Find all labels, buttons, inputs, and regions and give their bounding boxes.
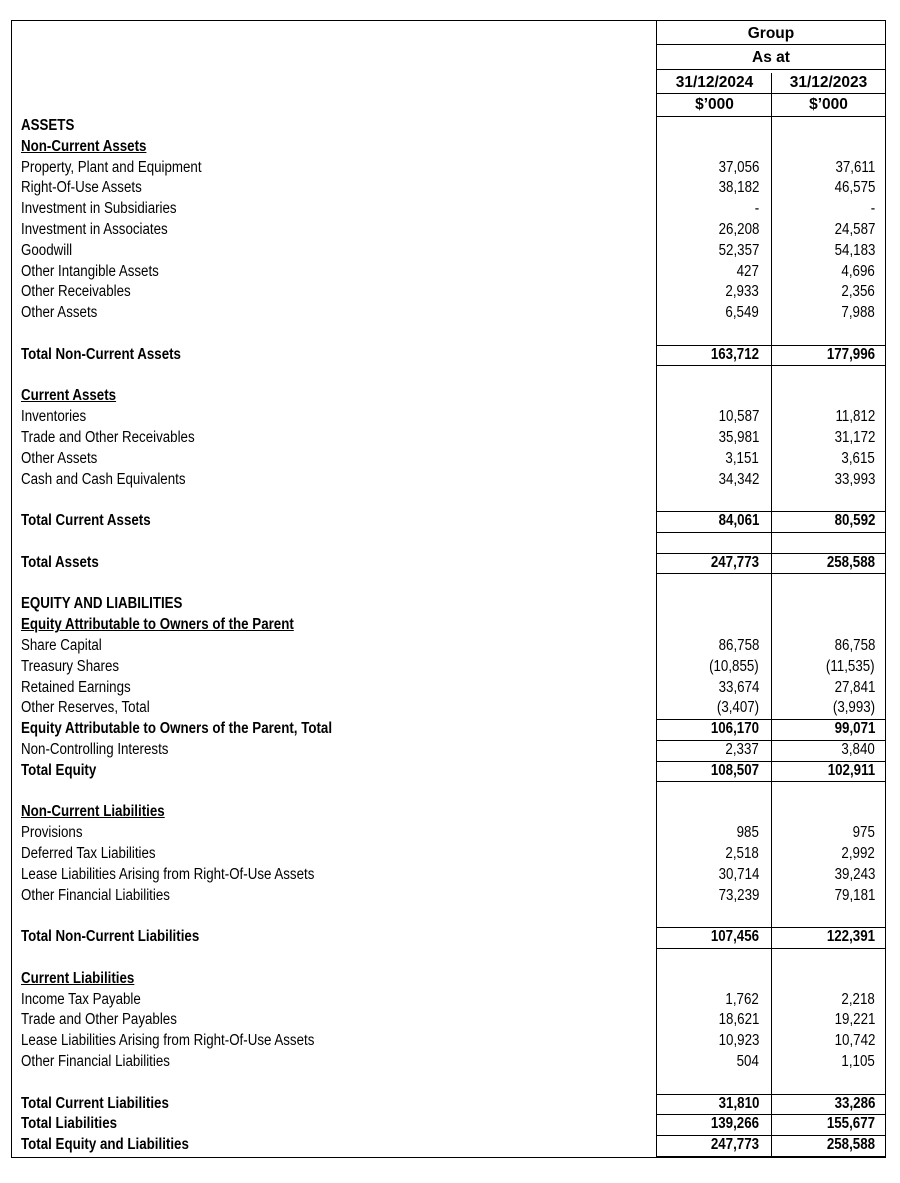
value-2024: 1,762 xyxy=(725,990,759,1008)
value-2024: 31,810 xyxy=(718,1094,759,1112)
value-2024: 10,587 xyxy=(718,408,759,426)
statement-row xyxy=(12,552,885,573)
row-label: Total Non-Current Liabilities xyxy=(21,928,200,946)
row-label: Investment in Subsidiaries xyxy=(21,200,177,218)
value-2024: 38,182 xyxy=(718,179,759,197)
total-rule-top xyxy=(656,1094,885,1095)
header-col1-date: 31/12/2024 xyxy=(675,74,754,91)
row-label: ASSETS xyxy=(21,117,75,134)
blank-row xyxy=(12,1072,885,1093)
statement-row xyxy=(12,760,885,781)
row-label: Investment in Associates xyxy=(21,221,168,238)
value-2024: 106,170 xyxy=(710,720,759,738)
row-label: Deferred Tax Liabilities xyxy=(21,845,156,862)
statement-row xyxy=(12,801,885,822)
row-label: Non-Current Liabilities xyxy=(21,803,165,821)
statement-row xyxy=(12,427,885,448)
value-2023: 102,911 xyxy=(827,761,875,779)
statement-row xyxy=(12,219,885,240)
row-label: Right-Of-Use Assets xyxy=(21,179,142,197)
statement-row xyxy=(12,1030,885,1051)
statement-row xyxy=(12,968,885,989)
statement-row xyxy=(12,385,885,406)
value-2023: 2,218 xyxy=(841,990,875,1008)
value-2023: 80,592 xyxy=(834,512,875,530)
row-label: Equity Attributable to Owners of the Parent xyxy=(21,616,294,634)
blank-row xyxy=(12,573,885,594)
row-label: Total Assets xyxy=(21,553,99,571)
value-2024: 985 xyxy=(736,824,759,842)
row-label: Other Receivables xyxy=(21,283,131,301)
statement-row xyxy=(12,469,885,490)
blank-row xyxy=(12,905,885,926)
total-rule-bottom xyxy=(656,365,885,366)
row-label: Trade and Other Payables xyxy=(21,1011,177,1029)
value-2024: 86,758 xyxy=(718,637,759,654)
value-2024: 10,923 xyxy=(718,1032,759,1050)
row-label: Total Current Liabilities xyxy=(21,1094,169,1112)
total-rule-bottom xyxy=(656,532,885,533)
value-2024: 35,981 xyxy=(718,429,759,446)
value-2024: 26,208 xyxy=(718,221,759,238)
statement-row xyxy=(12,677,885,698)
value-2024: 33,674 xyxy=(718,678,759,696)
value-2024: - xyxy=(754,200,759,218)
value-2024: 37,056 xyxy=(718,158,759,176)
total-rule-bottom xyxy=(656,1156,885,1157)
value-2023: 122,391 xyxy=(826,928,875,946)
total-rule-bottom xyxy=(656,740,885,741)
statement-row xyxy=(12,885,885,906)
value-2023: 11,812 xyxy=(835,408,875,426)
statement-row xyxy=(12,1093,885,1114)
value-2023: 19,221 xyxy=(834,1011,875,1029)
row-label: Non-Current Assets xyxy=(21,137,147,155)
value-2024: 108,507 xyxy=(710,761,759,779)
value-2024: 18,621 xyxy=(718,1011,759,1029)
row-label: Trade and Other Receivables xyxy=(21,429,195,446)
statement-row xyxy=(12,843,885,864)
value-2024: 163,712 xyxy=(710,345,759,363)
statement-row xyxy=(12,115,885,136)
row-label: Non-Controlling Interests xyxy=(21,741,169,758)
row-label: EQUITY AND LIABILITIES xyxy=(21,595,183,613)
value-2023: 975 xyxy=(852,824,875,842)
value-2024: 84,061 xyxy=(718,512,759,530)
header-rule-1 xyxy=(656,44,885,45)
statement-row xyxy=(12,635,885,656)
value-2024: (3,407) xyxy=(716,699,759,717)
value-2023: 1,105 xyxy=(841,1053,875,1070)
row-label: Retained Earnings xyxy=(21,678,131,696)
total-rule-top xyxy=(656,927,885,928)
value-2023: 24,587 xyxy=(834,221,875,238)
row-label: Share Capital xyxy=(21,637,102,654)
value-2023: - xyxy=(870,200,875,218)
total-rule-bottom xyxy=(656,781,885,782)
statement-row xyxy=(12,302,885,323)
value-2023: (11,535) xyxy=(826,657,875,675)
value-2024: 2,337 xyxy=(725,741,759,758)
statement-row xyxy=(12,614,885,635)
statement-row xyxy=(12,261,885,282)
row-label: Current Liabilities xyxy=(21,969,135,987)
value-2023: 33,993 xyxy=(834,470,875,488)
value-2023: 3,615 xyxy=(841,449,875,467)
statement-row xyxy=(12,240,885,261)
statement-row xyxy=(12,406,885,427)
value-2024: 30,714 xyxy=(718,865,759,883)
statement-row xyxy=(12,1051,885,1072)
value-2023: 155,677 xyxy=(826,1115,875,1133)
statement-row xyxy=(12,697,885,718)
row-label: Total Equity xyxy=(21,761,97,779)
statement-row xyxy=(12,344,885,365)
value-2023: 86,758 xyxy=(834,637,875,654)
header-group: Group xyxy=(747,25,795,42)
blank-row xyxy=(12,489,885,510)
row-label: Total Liabilities xyxy=(21,1115,118,1133)
blank-row xyxy=(12,323,885,344)
header-col2-unit: $’000 xyxy=(809,96,848,113)
value-2024: 34,342 xyxy=(718,470,759,488)
row-label: Other Assets xyxy=(21,449,98,467)
value-2023: 177,996 xyxy=(826,345,875,363)
row-label: Lease Liabilities Arising from Right-Of-Use Assets xyxy=(21,1032,315,1050)
total-rule-bottom xyxy=(656,573,885,574)
statement-row xyxy=(12,593,885,614)
statement-row xyxy=(12,739,885,760)
statement-row xyxy=(12,136,885,157)
row-label: Other Assets xyxy=(21,304,98,322)
row-label: Other Financial Liabilities xyxy=(21,1053,170,1070)
total-rule-top xyxy=(656,1114,885,1115)
statement-row xyxy=(12,1134,885,1155)
row-label: Income Tax Payable xyxy=(21,990,141,1008)
statement-row xyxy=(12,198,885,219)
row-label: Lease Liabilities Arising from Right-Of-Use Assets xyxy=(21,865,315,883)
value-2023: 3,840 xyxy=(841,741,875,758)
statement-row xyxy=(12,864,885,885)
total-rule-top xyxy=(656,719,885,720)
header-rule-2 xyxy=(656,69,885,70)
total-rule-top xyxy=(656,345,885,346)
balance-sheet-table xyxy=(11,20,886,1158)
value-2024: 52,357 xyxy=(718,241,759,259)
statement-row xyxy=(12,510,885,531)
total-rule-bottom xyxy=(656,948,885,949)
total-rule-top xyxy=(656,511,885,512)
row-label: Treasury Shares xyxy=(21,657,120,675)
header-col2-date: 31/12/2023 xyxy=(789,74,868,91)
row-label: Cash and Cash Equivalents xyxy=(21,470,186,488)
row-label: Total Current Assets xyxy=(21,512,151,530)
blank-row xyxy=(12,531,885,552)
row-label: Inventories xyxy=(21,408,87,426)
statement-row xyxy=(12,926,885,947)
blank-row xyxy=(12,781,885,802)
statement-row xyxy=(12,177,885,198)
value-2024: 2,933 xyxy=(725,283,759,301)
value-2023: 2,356 xyxy=(841,283,875,301)
header-as-at: As at xyxy=(752,49,790,66)
statement-row xyxy=(12,718,885,739)
value-2023: 258,588 xyxy=(826,1136,875,1154)
row-label: Other Reserves, Total xyxy=(21,699,150,717)
row-label: Total Equity and Liabilities xyxy=(21,1136,189,1154)
value-2024: 6,549 xyxy=(725,304,759,322)
total-rule-top xyxy=(656,761,885,762)
value-2024: 2,518 xyxy=(725,845,759,862)
value-2024: 73,239 xyxy=(718,886,759,904)
value-2023: 54,183 xyxy=(834,241,875,259)
value-2023: 4,696 xyxy=(841,262,875,280)
value-2023: 7,988 xyxy=(841,304,875,322)
statement-row xyxy=(12,1113,885,1134)
row-label: Other Financial Liabilities xyxy=(21,886,170,904)
statement-row xyxy=(12,448,885,469)
row-label: Property, Plant and Equipment xyxy=(21,158,202,176)
value-2023: 46,575 xyxy=(834,179,875,197)
statement-row xyxy=(12,1009,885,1030)
value-2023: 39,243 xyxy=(834,865,875,883)
row-label: Total Non-Current Assets xyxy=(21,345,181,363)
value-2023: 10,742 xyxy=(834,1032,875,1050)
statement-row xyxy=(12,656,885,677)
total-rule-top xyxy=(656,553,885,554)
row-label: Other Intangible Assets xyxy=(21,262,159,280)
statement-row xyxy=(12,281,885,302)
blank-row xyxy=(12,947,885,968)
statement-row xyxy=(12,822,885,843)
value-2023: 37,611 xyxy=(835,158,875,176)
value-2023: 2,992 xyxy=(841,845,875,862)
value-2023: 33,286 xyxy=(834,1094,875,1112)
value-2024: 504 xyxy=(736,1053,759,1070)
value-2023: 258,588 xyxy=(826,553,875,571)
value-2024: 247,773 xyxy=(710,1136,759,1154)
row-label: Equity Attributable to Owners of the Parent, Total xyxy=(21,720,333,738)
row-label: Current Assets xyxy=(21,387,117,405)
statement-row xyxy=(12,989,885,1010)
value-2024: 427 xyxy=(736,262,759,280)
value-2024: (10,855) xyxy=(709,657,759,675)
blank-row xyxy=(12,365,885,386)
value-2024: 139,266 xyxy=(710,1115,759,1133)
value-2024: 247,773 xyxy=(710,553,759,571)
value-2023: 99,071 xyxy=(834,720,875,738)
statement-row xyxy=(12,157,885,178)
header-col1-unit: $’000 xyxy=(695,96,734,113)
row-label: Goodwill xyxy=(21,241,73,259)
row-label: Provisions xyxy=(21,824,83,842)
total-rule-top xyxy=(656,1135,885,1136)
value-2023: (3,993) xyxy=(832,699,875,717)
value-2023: 79,181 xyxy=(834,886,875,904)
value-2023: 31,172 xyxy=(834,429,875,446)
value-2024: 107,456 xyxy=(710,928,759,946)
value-2023: 27,841 xyxy=(834,678,875,696)
value-2024: 3,151 xyxy=(725,449,759,467)
